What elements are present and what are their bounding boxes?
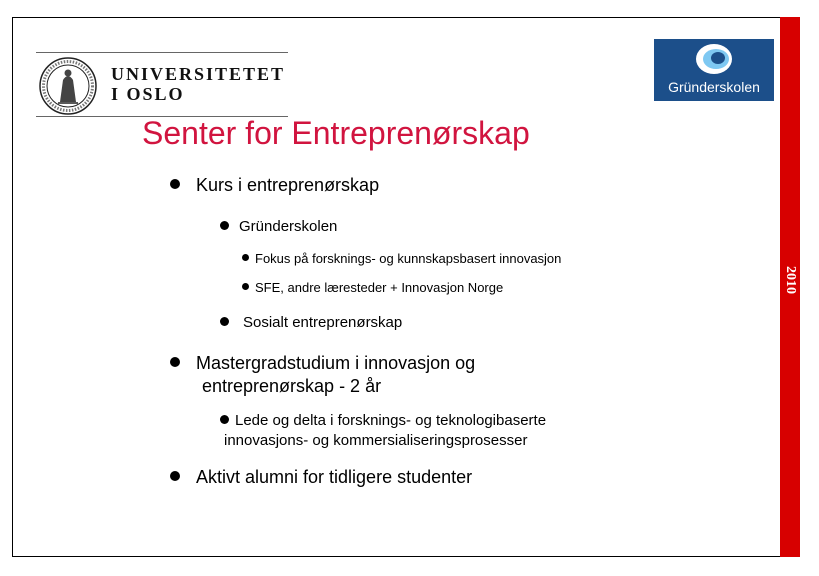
bullet-text: Aktivt alumni for tidligere studenter [196, 467, 473, 487]
university-seal-icon [36, 56, 100, 116]
bullet-kurs [170, 174, 379, 196]
bullet-sfe [242, 280, 503, 296]
university-name [111, 64, 285, 104]
bullet-text: SFE, andre læresteder + Innovasjon Norge [255, 280, 504, 295]
bullet-dot [220, 317, 229, 326]
bullet-fokus [242, 251, 561, 267]
bullet-grunderskolen [220, 217, 337, 236]
bullet-dot [170, 179, 180, 189]
bullet-dot [242, 283, 249, 290]
bullet-text: Sosialt entreprenørskap [243, 314, 403, 331]
bullet-text: Kurs i entreprenørskap [196, 175, 380, 195]
year-label: 2010 [783, 266, 798, 294]
bullet-master-continued: entreprenørskap - 2 år [202, 376, 382, 396]
bullet-text: Lede og delta i forsknings- og teknologibaserte [235, 412, 547, 429]
university-name-line2: I OSLO [111, 84, 185, 104]
slide-title: Senter for Entreprenørskap [142, 115, 530, 151]
bullet-lede-continued: innovasjons- og kommersialiseringsprosesser [224, 432, 528, 449]
bullet-dot [170, 471, 180, 481]
bullet-text: Mastergradstudium i innovasjon og [196, 353, 476, 373]
bullet-sosialt [220, 313, 402, 332]
bullet-text: Fokus på forsknings- og kunnskapsbasert innovasjon [255, 251, 562, 266]
bullet-dot [220, 415, 229, 424]
logo-rule-top [36, 52, 288, 53]
bullet-lede [220, 411, 546, 430]
bullet-dot [170, 357, 180, 367]
university-name-line1: UNIVERSITETET [111, 64, 286, 84]
bullet-alumni [170, 466, 472, 488]
bullet-dot [242, 254, 249, 261]
grunderskolen-mark-icon [694, 42, 734, 76]
grunderskolen-logo [654, 39, 774, 101]
bullet-dot [220, 221, 229, 230]
bullet-text: Gründerskolen [239, 218, 338, 235]
grunderskolen-logo-text: Gründerskolen [668, 79, 760, 95]
bullet-master [170, 352, 475, 374]
